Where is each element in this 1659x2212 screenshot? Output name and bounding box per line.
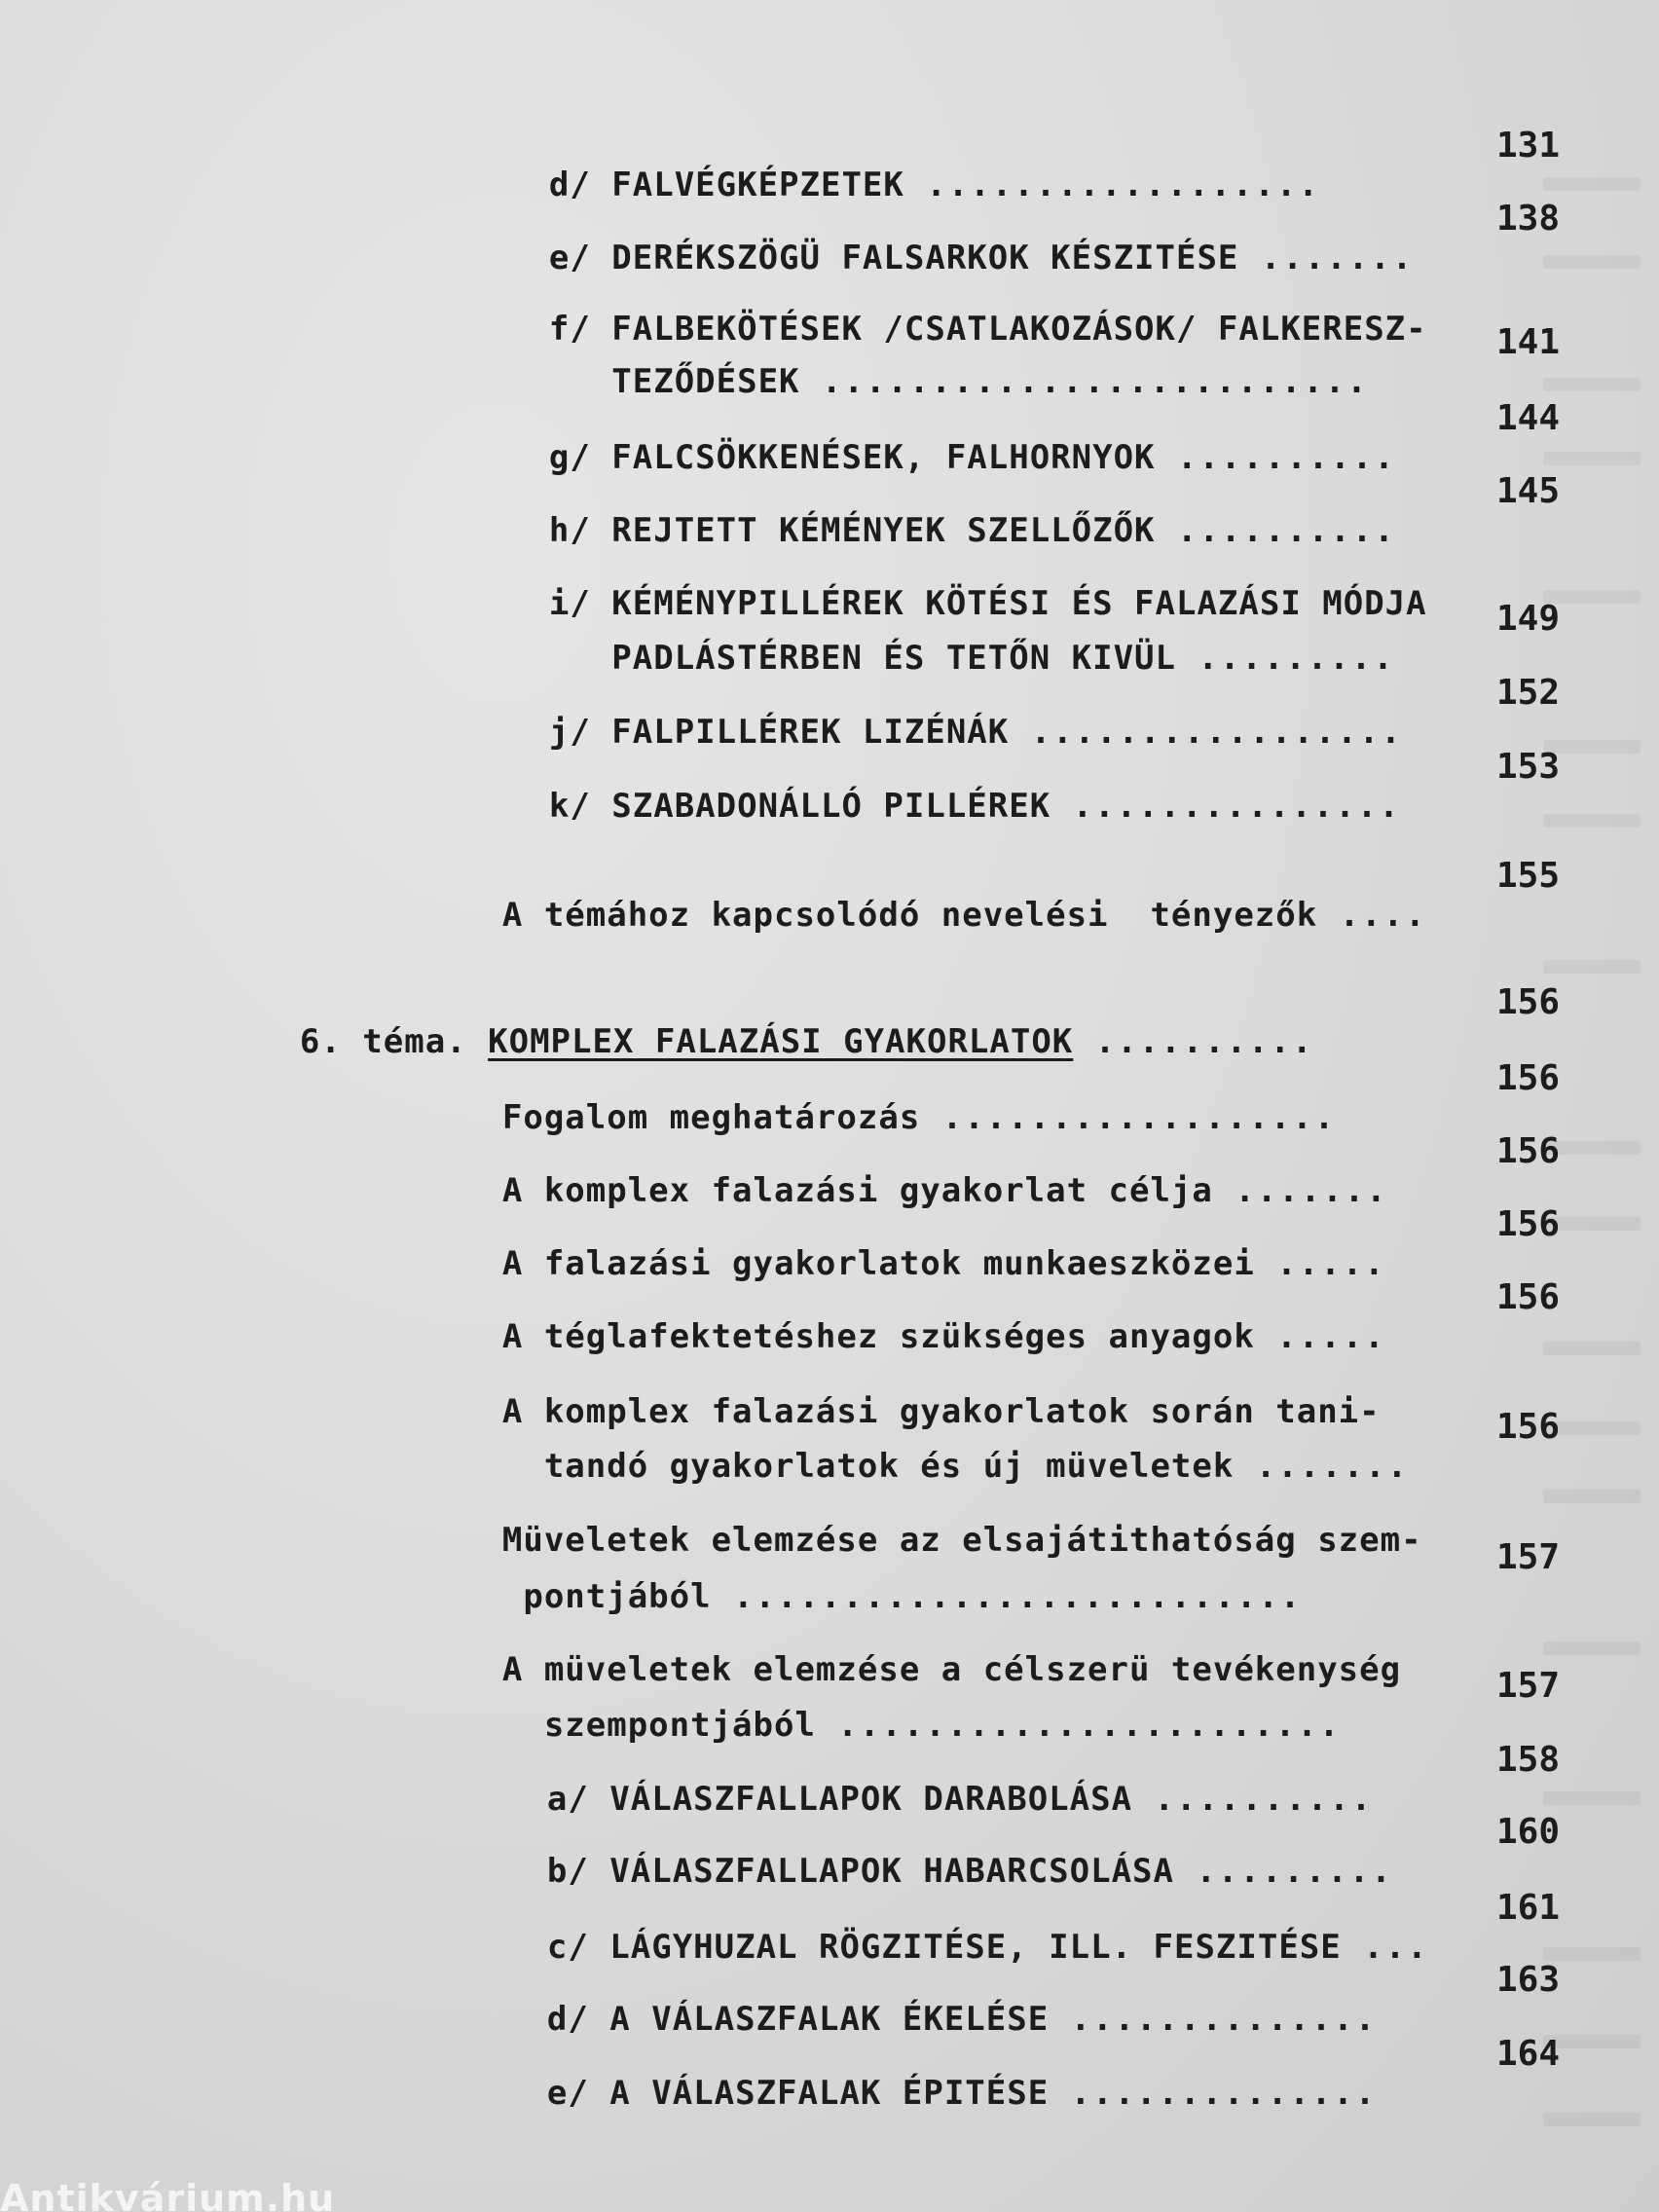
bleed-through-mark	[1543, 1791, 1641, 1805]
toc-leader-dots: ..........	[1073, 1022, 1314, 1061]
toc-leader-dots: ..........	[1155, 438, 1396, 477]
watermark: Antikvárium.hu	[0, 2179, 336, 2212]
toc-page-number: 138	[1495, 199, 1560, 239]
toc-page-number: 156	[1495, 1204, 1560, 1244]
toc-entry	[465, 748, 1401, 865]
toc-page-number: 160	[1495, 1812, 1560, 1852]
bleed-through-mark	[1543, 960, 1641, 974]
toc-entry-title: e/ A VÁLASZFALAK ÉPITÉSE	[546, 2074, 1050, 2113]
toc-page-number: 131	[1495, 126, 1560, 166]
bleed-through-mark	[1543, 1490, 1641, 1503]
toc-page-number: 156	[1495, 1407, 1560, 1447]
toc-page-number: 156	[1495, 982, 1560, 1022]
toc-leader-dots: .......	[1212, 1171, 1388, 1210]
toc-entry-title: A müveletek elemzése a célszerü tevékenység	[501, 1650, 1402, 1689]
bleed-through-mark	[1543, 1342, 1641, 1355]
toc-leader-dots: .................	[1009, 713, 1403, 752]
toc-leader-dots: ...	[1341, 1928, 1429, 1967]
toc-entry-title: A téglafektetéshez szükséges anyagok	[501, 1317, 1255, 1356]
toc-entry-title: tandó gyakorlatok és új müveletek	[501, 1447, 1235, 1486]
toc-page-number: 161	[1495, 1888, 1560, 1928]
toc-leader-dots: .....	[1254, 1317, 1386, 1356]
toc-leader-dots: ..........	[1155, 511, 1396, 550]
toc-leader-dots: .......	[1238, 239, 1415, 277]
toc-entry-title: TEZŐDÉSEK	[548, 362, 800, 401]
toc-page-number: 144	[1495, 398, 1560, 438]
bleed-through-mark	[1543, 177, 1641, 191]
toc-leader-dots: ....	[1317, 896, 1427, 935]
toc-leader-dots: ..........................	[711, 1577, 1303, 1616]
toc-page-number: 163	[1495, 1960, 1560, 2000]
toc-leader-dots: ..................	[920, 1098, 1337, 1137]
toc-page-number: 156	[1495, 1277, 1560, 1317]
toc-entry-title: j/ FALPILLÉREK LIZÉNÁK	[548, 713, 1010, 752]
toc-page-number: 153	[1495, 747, 1560, 787]
bleed-through-mark	[1543, 1947, 1641, 1961]
toc-entry-title: i/ KÉMÉNYPILLÉREK KÖTÉSI ÉS FALAZÁSI MÓDJA	[548, 584, 1427, 623]
toc-leader-dots: .....	[1254, 1244, 1386, 1283]
toc-entry-title: Müveletek elemzése az elsajátithatóság szem-	[501, 1521, 1422, 1560]
toc-leader-dots: .........................	[799, 362, 1369, 401]
toc-leader-dots: .........	[1175, 639, 1395, 678]
toc-entry-title: k/ SZABADONÁLLÓ PILLÉREK	[548, 787, 1051, 826]
toc-entry-title: a/ VÁLASZFALLAPOK DARABOLÁSA	[546, 1780, 1133, 1819]
bleed-through-mark	[1543, 378, 1641, 391]
toc-entry-title: g/ FALCSÖKKENÉSEK, FALHORNYOK	[548, 438, 1156, 477]
toc-entry-title: f/ FALBEKÖTÉSEK /CSATLAKOZÁSOK/ FALKERESZ-	[548, 310, 1427, 349]
chapter-number: 6. téma.	[299, 1022, 489, 1061]
toc-leader-dots: ..........	[1132, 1780, 1374, 1819]
toc-entry-title: A komplex falazási gyakorlat célja	[501, 1171, 1213, 1210]
toc-entry	[419, 857, 1427, 974]
toc-page-number: 156	[1495, 1131, 1560, 1171]
toc-page-number: 149	[1495, 599, 1560, 639]
toc-entry-title: h/ REJTETT KÉMÉNYEK SZELLŐZŐK	[548, 511, 1156, 550]
bleed-through-mark	[1543, 814, 1641, 828]
bleed-through-mark	[1543, 2113, 1641, 2126]
toc-leader-dots: ..............	[1049, 2074, 1378, 2113]
toc-entry-title: A falazási gyakorlatok munkaeszközei	[501, 1244, 1255, 1283]
toc-leader-dots: .........	[1173, 1852, 1393, 1891]
toc-entry	[463, 2035, 1377, 2152]
toc-page-number: 157	[1495, 1666, 1560, 1706]
toc-leader-dots: ..............	[1049, 2000, 1378, 2039]
toc-entry-title: pontjából	[501, 1577, 712, 1616]
toc-leader-dots: .......................	[815, 1706, 1342, 1745]
toc-page-number: 158	[1495, 1740, 1560, 1780]
toc-page-number: 164	[1495, 2034, 1560, 2074]
bleed-through-mark	[1543, 1641, 1641, 1655]
toc-leader-dots: ...............	[1051, 787, 1401, 826]
toc-entry-title: d/ A VÁLASZFALAK ÉKELÉSE	[546, 2000, 1050, 2039]
toc-entry-title: e/ DERÉKSZÖGÜ FALSARKOK KÉSZITÉSE	[548, 239, 1239, 277]
toc-entry-title: A komplex falazási gyakorlatok során tani-	[501, 1392, 1381, 1431]
toc-page-number: 157	[1495, 1537, 1560, 1577]
chapter-title: KOMPLEX FALAZÁSI GYAKORLATOK	[488, 1022, 1074, 1061]
toc-entry-title: d/ FALVÉGKÉPZETEK	[548, 166, 904, 204]
toc-page-number: 156	[1495, 1058, 1560, 1098]
bleed-through-mark	[1543, 255, 1641, 269]
toc-entry-title: szempontjából	[501, 1706, 816, 1745]
toc-page-number: 152	[1495, 673, 1560, 713]
toc-entry-title: A témához kapcsolódó nevelési tényezők	[501, 896, 1318, 935]
toc-leader-dots: .......	[1234, 1447, 1410, 1486]
toc-entry-title: c/ LÁGYHUZAL RÖGZITÉSE, ILL. FESZITÉSE	[546, 1928, 1342, 1967]
toc-page-number: 155	[1495, 856, 1560, 896]
toc-entry-title: b/ VÁLASZFALLAPOK HABARCSOLÁSA	[546, 1852, 1174, 1891]
toc-leader-dots: ..................	[903, 166, 1320, 204]
toc-page-number: 145	[1495, 471, 1560, 511]
toc-entry-title: PADLÁSTÉRBEN ÉS TETŐN KIVÜL	[548, 639, 1176, 678]
toc-entry-title: Fogalom meghatározás	[501, 1098, 921, 1137]
bleed-through-mark	[1543, 452, 1641, 465]
toc-page-number: 141	[1495, 322, 1560, 362]
